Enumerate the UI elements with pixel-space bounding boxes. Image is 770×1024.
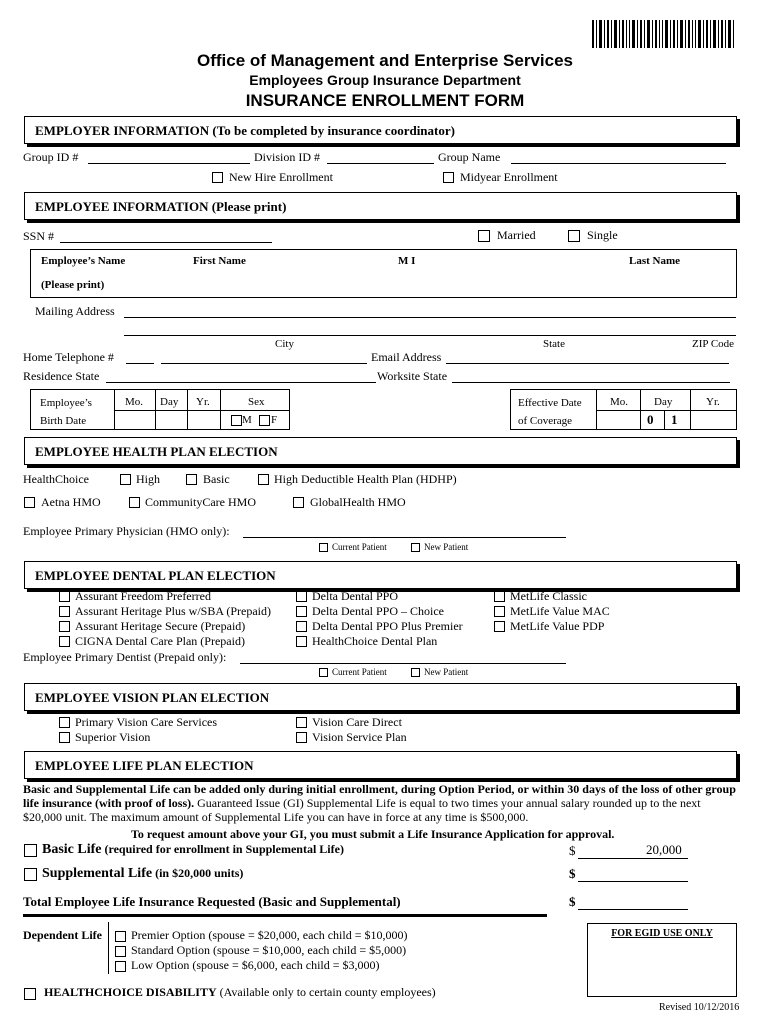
total-life-amount-field[interactable] (578, 909, 688, 910)
married-checkbox[interactable] (478, 230, 490, 242)
form-title: INSURANCE ENROLLMENT FORM (245, 91, 525, 110)
effective-day-digit-1: 0 (647, 412, 654, 427)
basic-life-amount-field[interactable] (578, 858, 688, 859)
new-hire-label: New Hire Enrollment (229, 170, 333, 184)
dependent-option-label: Premier Option (spouse = $20,000, each child = $10,000) (131, 928, 408, 942)
globalhealth-hmo-label: GlobalHealth HMO (310, 495, 406, 509)
effective-day-digit-2: 1 (671, 412, 678, 427)
basic-life-dollar: $ (569, 843, 576, 858)
effective-date-label-1: Effective Date (518, 397, 582, 409)
married-label: Married (497, 228, 536, 242)
birth-date-label-1: Employee’s (40, 397, 92, 409)
basic-life-label: Basic Life (required for enrollment in Supplemental Life) (42, 842, 344, 857)
physician-current-patient-checkbox[interactable] (319, 543, 328, 552)
vision-option-checkbox[interactable] (59, 717, 70, 728)
vision-option-checkbox[interactable] (296, 732, 307, 743)
vision-option-label: Vision Service Plan (312, 730, 407, 744)
basic-label: Basic (203, 472, 230, 486)
dental-option-label: Assurant Heritage Secure (Prepaid) (75, 619, 246, 633)
dependent-life-label: Dependent Life (23, 928, 102, 942)
residence-state-label: Residence State (23, 369, 100, 383)
employee-name-label: Employee’s Name (41, 255, 126, 267)
last-name-label: Last Name (629, 255, 681, 267)
life-section-header: EMPLOYEE LIFE PLAN ELECTION (24, 751, 737, 779)
sex-male-checkbox[interactable] (231, 415, 242, 426)
dental-option-checkbox[interactable] (296, 606, 307, 617)
dental-option-label: MetLife Value MAC (510, 604, 610, 618)
sex-label: Sex (248, 396, 265, 408)
home-telephone-field[interactable] (161, 363, 367, 364)
dental-option-label: MetLife Classic (510, 589, 587, 603)
egid-use-label: FOR EGID USE ONLY (611, 928, 713, 939)
revision-date: Revised 10/12/2016 (659, 1002, 740, 1013)
vision-option-checkbox[interactable] (296, 717, 307, 728)
high-checkbox[interactable] (120, 474, 131, 485)
aetna-hmo-checkbox[interactable] (24, 497, 35, 508)
dental-option-checkbox[interactable] (296, 636, 307, 647)
basic-life-checkbox[interactable] (24, 844, 37, 857)
dentist-new-patient-label: New Patient (424, 667, 469, 677)
mi-label: M I (398, 255, 416, 267)
primary-dentist-field[interactable] (240, 663, 566, 664)
health-section-header: EMPLOYEE HEALTH PLAN ELECTION (24, 437, 737, 465)
dependent-option-label: Standard Option (spouse = $10,000, each child = $5,000) (131, 943, 407, 957)
dependent-option-checkbox[interactable] (115, 931, 126, 942)
dependent-option-checkbox[interactable] (115, 946, 126, 957)
life-request-note: To request amount above your GI, you must submit a Life Insurance Application for approval. (131, 827, 615, 841)
email-field[interactable] (446, 363, 729, 364)
sex-female-label: F (271, 414, 278, 426)
supplemental-life-dollar: $ (569, 866, 576, 881)
group-name-label: Group Name (438, 150, 501, 164)
midyear-label: Midyear Enrollment (460, 170, 558, 184)
worksite-state-label: Worksite State (377, 369, 448, 383)
life-eligibility-text: Guaranteed Issue (GI) Supplemental Life is equal to two times your annual salary rounded up to the next $20,000 unit. The maximum amount of Supplemental Life you can have in force at any time is $500,000. (23, 796, 701, 824)
life-eligibility-bold: Basic and Supplemental Life can be added only during initial enrollment, during Option Period, or within 30 days of the loss of other group life insurance (with proof of loss). (23, 782, 736, 810)
dental-option-checkbox[interactable] (59, 606, 70, 617)
vision-section-header: EMPLOYEE VISION PLAN ELECTION (24, 683, 737, 711)
worksite-state-field[interactable] (452, 382, 730, 383)
dental-option-checkbox[interactable] (296, 591, 307, 602)
effective-day-label: Day (654, 396, 673, 408)
healthchoice-disability-checkbox[interactable] (24, 988, 36, 1000)
group-id-label: Group ID # (23, 150, 79, 164)
globalhealth-hmo-checkbox[interactable] (293, 497, 304, 508)
dental-option-label: HealthChoice Dental Plan (312, 634, 438, 648)
healthchoice-label: HealthChoice (23, 472, 89, 486)
group-name-field[interactable] (511, 163, 726, 164)
supplemental-life-checkbox[interactable] (24, 868, 37, 881)
vision-option-checkbox[interactable] (59, 732, 70, 743)
dentist-current-patient-label: Current Patient (332, 667, 387, 677)
dental-option-checkbox[interactable] (296, 621, 307, 632)
dental-option-label: MetLife Value PDP (510, 619, 605, 633)
mailing-address-label: Mailing Address (35, 304, 115, 318)
sex-male-label: M (242, 414, 252, 426)
org-name: Office of Management and Enterprise Services (196, 51, 573, 70)
birth-day-label: Day (160, 396, 179, 408)
home-telephone-label: Home Telephone # (23, 350, 114, 364)
effective-year-label: Yr. (706, 396, 720, 408)
hdhp-label: High Deductible Health Plan (HDHP) (274, 472, 457, 486)
dependent-life-divider (108, 922, 109, 974)
dentist-new-patient-checkbox[interactable] (411, 668, 420, 677)
communitycare-hmo-label: CommunityCare HMO (145, 495, 256, 509)
department-name: Employees Group Insurance Department (249, 72, 521, 88)
email-label: Email Address (371, 350, 442, 364)
dental-option-label: Delta Dental PPO (312, 589, 398, 603)
dental-option-label: Delta Dental PPO – Choice (312, 604, 444, 618)
total-life-label: Total Employee Life Insurance Requested (Basic and Supplemental) (23, 894, 401, 909)
life-eligibility-paragraph (23, 782, 739, 824)
healthchoice-disability-label: HEALTHCHOICE DISABILITY (Available only to certain county employees) (44, 985, 436, 999)
dental-section-header: EMPLOYEE DENTAL PLAN ELECTION (24, 561, 737, 589)
total-divider (23, 914, 547, 917)
dependent-option-checkbox[interactable] (115, 961, 126, 972)
physician-current-patient-label: Current Patient (332, 542, 387, 552)
total-life-dollar: $ (569, 894, 576, 909)
employer-section-header: EMPLOYER INFORMATION (To be completed by insurance coordinator) (24, 116, 737, 144)
supplemental-life-label: Supplemental Life (in $20,000 units) (42, 866, 244, 881)
dentist-current-patient-checkbox[interactable] (319, 668, 328, 677)
dental-option-checkbox[interactable] (494, 606, 505, 617)
ssn-label: SSN # (23, 229, 55, 243)
vision-option-label: Vision Care Direct (312, 715, 402, 729)
area-code-field[interactable] (126, 363, 154, 364)
division-id-field[interactable] (327, 163, 434, 164)
dental-option-checkbox[interactable] (59, 636, 70, 647)
single-label: Single (587, 228, 618, 242)
employee-section-header: EMPLOYEE INFORMATION (Please print) (24, 192, 737, 220)
primary-dentist-label: Employee Primary Dentist (Prepaid only): (23, 650, 227, 664)
vision-option-label: Primary Vision Care Services (75, 715, 218, 729)
basic-life-amount: 20,000 (646, 842, 682, 857)
dental-option-label: Delta Dental PPO Plus Premier (312, 619, 463, 633)
primary-physician-label: Employee Primary Physician (HMO only): (23, 524, 230, 538)
communitycare-hmo-checkbox[interactable] (129, 497, 140, 508)
ssn-field[interactable] (60, 242, 272, 243)
mailing-address-field-2[interactable] (124, 335, 736, 336)
city-label: City (275, 338, 294, 350)
dental-option-label: Assurant Heritage Plus w/SBA (Prepaid) (75, 604, 271, 618)
mailing-address-field[interactable] (124, 317, 736, 318)
residence-state-field[interactable] (106, 382, 376, 383)
physician-new-patient-checkbox[interactable] (411, 543, 420, 552)
zip-label: ZIP Code (692, 338, 735, 350)
first-name-label: First Name (193, 255, 246, 267)
midyear-checkbox[interactable] (443, 172, 454, 183)
sex-female-checkbox[interactable] (259, 415, 270, 426)
primary-physician-field[interactable] (243, 537, 566, 538)
dental-option-checkbox[interactable] (59, 621, 70, 632)
dental-option-label: CIGNA Dental Care Plan (Prepaid) (75, 634, 245, 648)
hdhp-checkbox[interactable] (258, 474, 269, 485)
state-label: State (543, 338, 565, 350)
high-label: High (136, 472, 160, 486)
birth-year-label: Yr. (196, 396, 210, 408)
barcode-icon (592, 20, 734, 48)
effective-date-label-2: of Coverage (518, 415, 573, 427)
group-id-field[interactable] (88, 163, 250, 164)
vision-option-label: Superior Vision (75, 730, 151, 744)
new-hire-checkbox[interactable] (212, 172, 223, 183)
dental-option-checkbox[interactable] (59, 591, 70, 602)
birth-date-label-2: Birth Date (40, 415, 87, 427)
basic-checkbox[interactable] (186, 474, 197, 485)
please-print-label: (Please print) (41, 279, 105, 291)
birth-month-label: Mo. (125, 396, 144, 408)
dental-option-checkbox[interactable] (494, 621, 505, 632)
dental-option-label: Assurant Freedom Preferred (75, 589, 211, 603)
effective-month-label: Mo. (610, 396, 629, 408)
supplemental-life-amount-field[interactable] (578, 881, 688, 882)
single-checkbox[interactable] (568, 230, 580, 242)
division-id-label: Division ID # (254, 150, 320, 164)
aetna-hmo-label: Aetna HMO (41, 495, 101, 509)
physician-new-patient-label: New Patient (424, 542, 469, 552)
dental-option-checkbox[interactable] (494, 591, 505, 602)
dependent-option-label: Low Option (spouse = $6,000, each child = $3,000) (131, 958, 380, 972)
